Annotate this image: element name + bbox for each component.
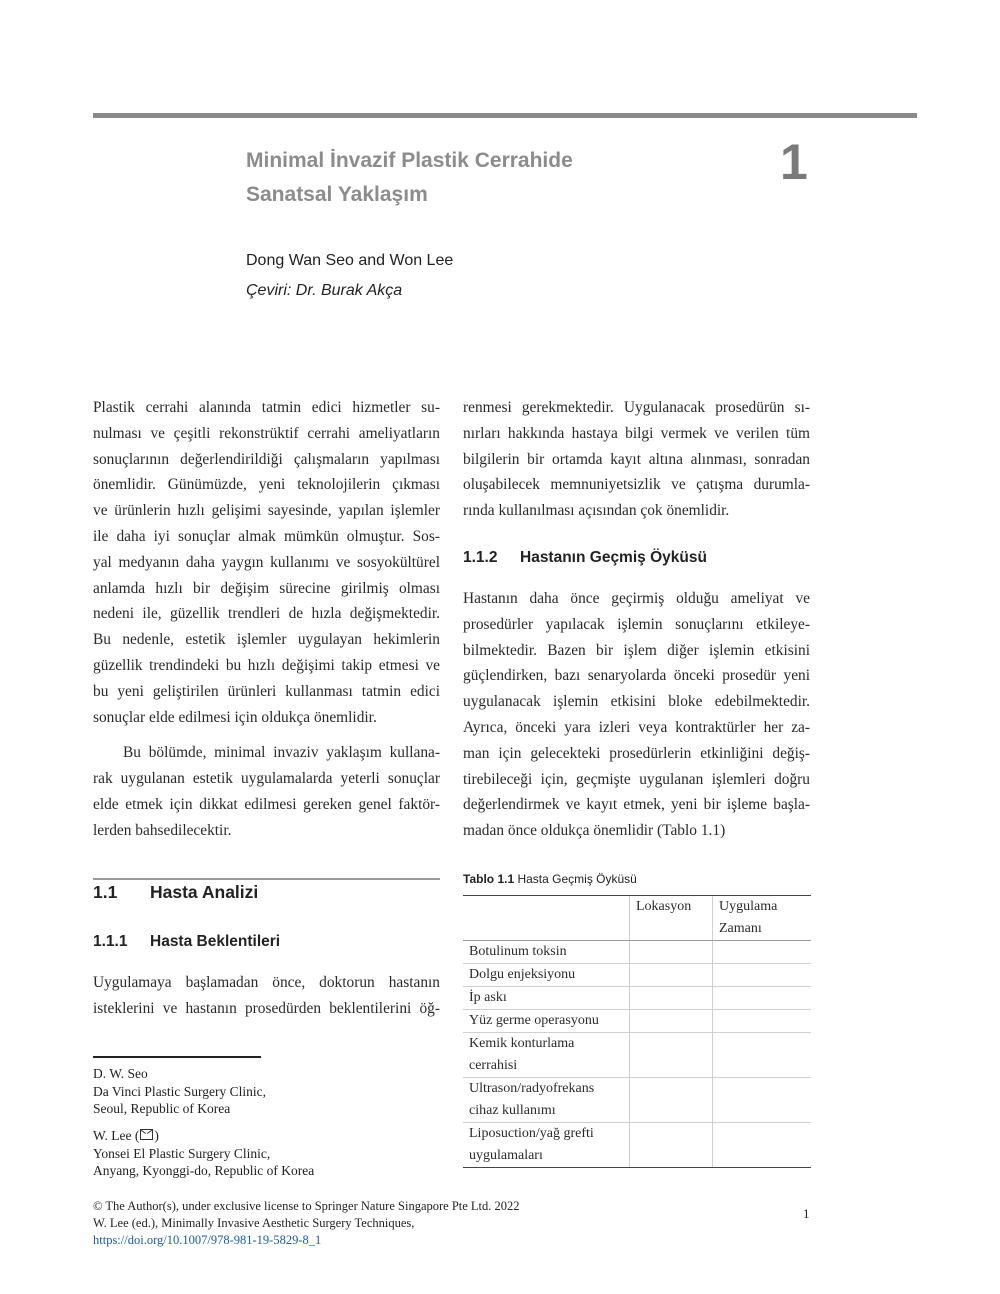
subsection-title: Hastanın Geçmiş Öyküsü — [520, 549, 707, 566]
right-column — [463, 395, 810, 524]
table-cell — [630, 987, 713, 1010]
text-line: nulması ve çeşitli rekonstrüktif cerrahi ameliyatların — [93, 424, 440, 442]
table-cell — [713, 1033, 812, 1078]
envelope-icon[interactable] — [140, 1129, 153, 1140]
body-paragraph — [93, 395, 440, 730]
table-cell: Botulinum toksin — [463, 941, 630, 964]
table-cell — [713, 1123, 812, 1168]
text-line: rak uygulanan estetik uygulamalarda yeterli sonuçlar — [93, 770, 440, 788]
text-line: nırları hakkında hastaya bilgi vermek ve verilen tüm — [463, 424, 810, 442]
text-line: Hastanın daha önce geçirmiş olduğu ameliyat ve — [463, 590, 810, 607]
table-row — [463, 1033, 811, 1078]
text-line: rında kullanılması açısından çok önemlidir. — [463, 502, 730, 520]
text-line: man için gelecekteki prosedürlerin etkinliğini değiş- — [463, 744, 810, 762]
table-cell — [630, 1010, 713, 1033]
text-line: nedeni ile, güzellik trendleri de hızla değişmektedir. — [93, 605, 440, 623]
text-line: elde etmek için dikkat edilmesi gereken genel faktör- — [93, 795, 440, 813]
footnote-line — [93, 1127, 314, 1145]
table-cell: Ultrason/radyofrekans cihaz kullanımı — [463, 1078, 630, 1123]
subsection-heading — [93, 933, 280, 951]
table-row — [463, 1010, 811, 1033]
left-column — [93, 395, 440, 844]
text-line: yal medyanın daha yaygın kullanımı ve sosyokültürel — [93, 553, 440, 571]
text-line: oluşabilecek memnuniyetsizlik ve çatışma durumla- — [463, 476, 810, 494]
table-cell — [630, 1123, 713, 1168]
translator: Çeviri: Dr. Burak Akça — [246, 282, 403, 299]
table-cell — [630, 941, 713, 964]
authors: Dong Wan Seo and Won Lee — [246, 252, 454, 269]
body-paragraph — [463, 586, 810, 844]
table-row — [463, 1078, 811, 1123]
right-column-continued — [463, 586, 810, 844]
table-cell: Liposuction/yağ grefti uygulamaları — [463, 1123, 630, 1168]
copyright-block — [93, 1198, 520, 1249]
page-number: 1 — [803, 1206, 810, 1221]
copyright-line: © The Author(s), under exclusive license to Springer Nature Singapore Pte Ltd. 2022 — [93, 1199, 520, 1213]
text-line: anlamda hızlı bir değişim sürecine girilmiş olması — [93, 579, 440, 597]
author2-name: W. Lee ( — [93, 1128, 140, 1143]
text-line: önemlidir. Günümüzde, yeni teknolojilerin çıkması — [93, 476, 440, 494]
table-header-row — [463, 896, 811, 941]
section-number: 1.1 — [93, 882, 118, 902]
table-caption-text: Hasta Geçmiş Öyküsü — [517, 872, 637, 886]
left-column-continued — [93, 970, 440, 1022]
text-line: ile daha iyi sonuçlar almak mümkün olmuştur. Sos- — [93, 527, 440, 545]
text-line: renmesi gerekmektedir. Uygulanacak prosedürün sı- — [463, 399, 810, 416]
text-line: güzellik trendindeki bu hızlı değişimi takip etmesi ve — [93, 656, 440, 674]
text-line: güçlendirken, bazı senaryolarda önceki prosedür yeni — [463, 667, 810, 685]
body-paragraph — [463, 395, 810, 524]
table-cell — [713, 1010, 812, 1033]
text-line: madan önce oldukça önemlidir (Tablo 1.1) — [463, 822, 726, 840]
top-rule — [93, 113, 917, 118]
text-line: isteklerini ve hastanın prosedürden beklentilerini öğ- — [93, 999, 440, 1017]
text-line: bilgilerin bir ortamda kayıt altına alınması, sonradan — [463, 450, 810, 468]
table-cell: Kemik konturlama cerrahisi — [463, 1033, 630, 1078]
footnote-line: Da Vinci Plastic Surgery Clinic, — [93, 1083, 267, 1099]
subsection-title: Hasta Beklentileri — [150, 933, 281, 950]
footnote-line: Seoul, Republic of Korea — [93, 1101, 231, 1116]
table-header-cell — [463, 896, 630, 941]
text-line: Ayrıca, önceki yara izleri veya kontraktürler her za- — [463, 718, 810, 736]
table-cell: Dolgu enjeksiyonu — [463, 964, 630, 987]
text-line: sonuçlarının değerlendirildiği çalışmaların yapılması — [93, 450, 440, 468]
text-line: lerden bahsedilecektir. — [93, 821, 232, 839]
author2-affiliation — [93, 1127, 314, 1180]
patient-history-table — [463, 895, 811, 1168]
text-line: bu yeni geliştirilen ürünleri kullanması tatmin edici — [93, 682, 440, 700]
table-cell — [630, 1033, 713, 1078]
table-cell — [713, 1078, 812, 1123]
table-cell — [713, 987, 812, 1010]
table-row — [463, 987, 811, 1010]
table-cell: İp askı — [463, 987, 630, 1010]
footnote-rule — [93, 1056, 261, 1058]
chapter-title-line: Minimal İnvazif Plastik Cerrahide — [246, 149, 573, 172]
section-heading — [93, 882, 258, 903]
text-line: ve ürünlerin hızlı gelişimi sayesinde, yapılan işlemler — [93, 502, 440, 520]
table-row — [463, 941, 811, 964]
text-line: Bu nedenle, estetik işlemler uygulayan hekimlerin — [93, 631, 440, 649]
table-header-cell: Lokasyon — [630, 896, 713, 941]
table-header-cell: Uygulama Zamanı — [713, 896, 812, 941]
subsection-heading — [463, 549, 707, 567]
chapter-number: 1 — [780, 134, 808, 190]
author1-affiliation — [93, 1065, 266, 1118]
text-line: Uygulamaya başlamadan önce, doktorun hastanın — [93, 974, 440, 991]
table-row — [463, 964, 811, 987]
footnote-line: Yonsei El Plastic Surgery Clinic, — [93, 1145, 271, 1161]
text-line: uygulanacak işlemin etkisini bloke edebilmektedir. — [463, 693, 810, 711]
text-line: bilmektedir. Bazen bir işlem diğer işlemin etkisini — [463, 641, 810, 659]
citation-line: W. Lee (ed.), Minimally Invasive Aesthetic Surgery Techniques, — [93, 1216, 415, 1230]
footnote-line: D. W. Seo — [93, 1066, 148, 1081]
section-title: Hasta Analizi — [150, 882, 259, 902]
text-line: prosedürler yapılacak işlemin sonuçlarını etkileye- — [463, 615, 810, 633]
author2-name-end: ) — [154, 1128, 159, 1143]
doi-link[interactable]: https://doi.org/10.1007/978-981-19-5829-8_1 — [93, 1233, 322, 1247]
text-line: Bu bölümde, minimal invaziv yaklaşım kullana- — [123, 744, 440, 762]
table-cell — [713, 964, 812, 987]
table-caption — [463, 872, 637, 886]
subsection-number: 1.1.1 — [93, 933, 128, 950]
table-caption-label: Tablo 1.1 — [463, 872, 515, 886]
text-line: tirebileceği için, geçmişte uygulanan işlemleri doğru — [463, 770, 810, 788]
footnote-line: Anyang, Kyonggi-do, Republic of Korea — [93, 1163, 315, 1178]
text-line: değerlendirmek ve kayıt etmek, yeni bir işleme başla- — [463, 796, 810, 814]
body-paragraph — [93, 740, 440, 843]
chapter-title — [246, 144, 746, 212]
text-line: Plastik cerrahi alanında tatmin edici hizmetler su- — [93, 399, 440, 416]
table-cell — [630, 1078, 713, 1123]
table-cell — [713, 941, 812, 964]
text-line: sonuçlar elde edilmesi için oldukça önemlidir. — [93, 708, 377, 726]
table-row — [463, 1123, 811, 1168]
subsection-number: 1.1.2 — [463, 549, 498, 566]
table-cell: Yüz germe operasyonu — [463, 1010, 630, 1033]
chapter-title-line: Sanatsal Yaklaşım — [246, 183, 428, 206]
section-rule — [93, 878, 440, 880]
table-cell — [630, 964, 713, 987]
body-paragraph — [93, 970, 440, 1022]
